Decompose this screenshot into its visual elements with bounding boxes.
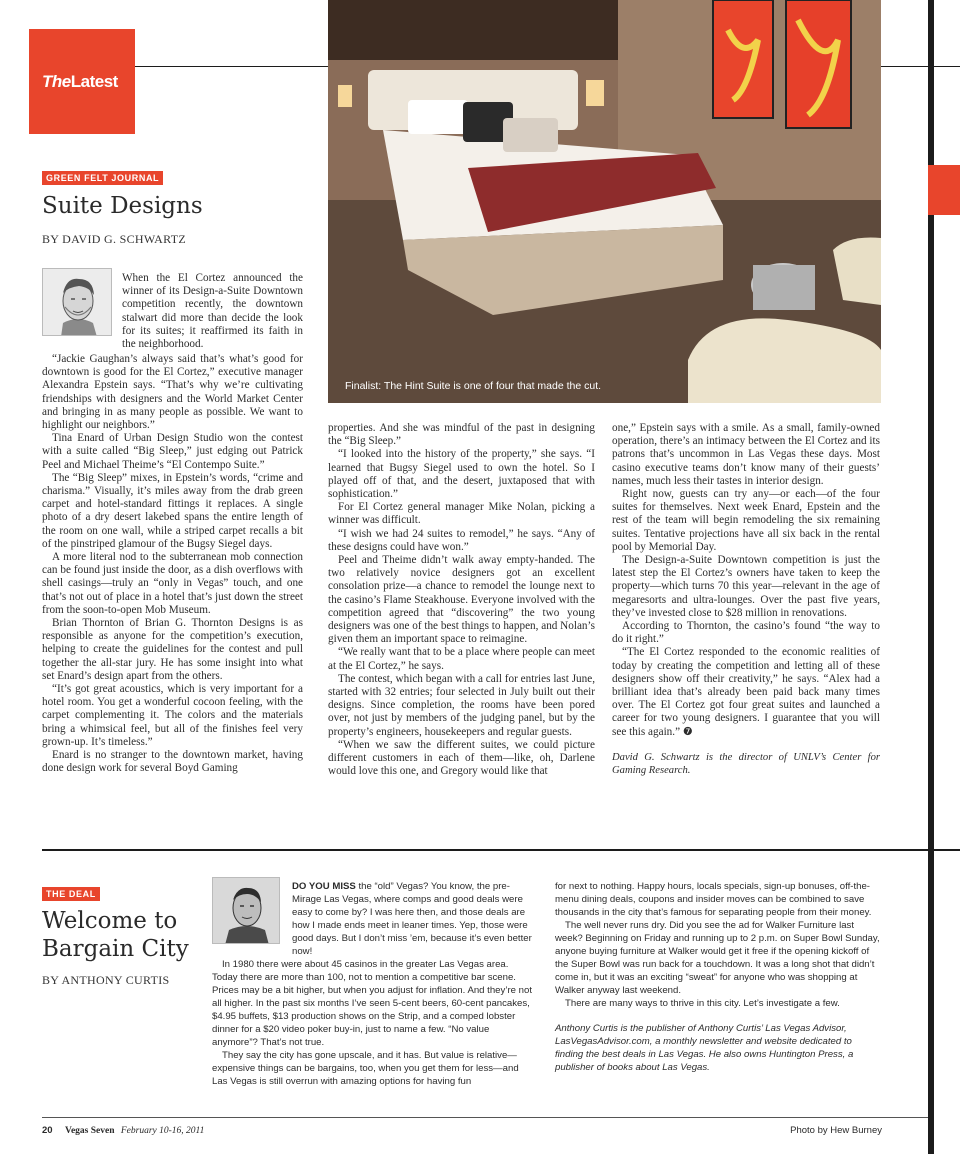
photo-caption: Finalist: The Hint Suite is one of four that made the cut. (345, 380, 602, 392)
paragraph: “Jackie Gaughan’s always said that’s what’s good for downtown is good for the El Cortez,” executive manager Alexandra Epstein says. “That’s why we’re cultivating friendships with designers and the World Market Center and bringing in as many people as possible. We want to highlight our neighbors.” (42, 353, 303, 432)
paragraph: The “Big Sleep” mixes, in Epstein’s words, “crime and charisma.” Visually, it’s miles away from the drab green carpet and hotel-standard fittings it replaces. A single photo of a dry desert lakebed spans the entire length of the room on one wall, while a striped carpet recalls a bit of the pinstriped glamour of the Bugsy Siegel days. (42, 471, 303, 550)
article1-title: Suite Designs (42, 193, 203, 219)
article1-kicker: GREEN FELT JOURNAL (42, 171, 163, 185)
article1-col3 (612, 422, 880, 777)
photo-credit: Photo by Hew Burney (790, 1125, 882, 1136)
article2-kicker: THE DEAL (42, 887, 100, 901)
paragraph: In 1980 there were about 45 casinos in the greater Las Vegas area. Today there are more than 100, not to mention a competitive bar scene. Prices may be a bit higher, but when you adjust for inflation. And they’re not all higher. In the past six months I’ve seen 5-cent beers, 60-cent pancakes, $4.95 buffets, $13 production shows on the Strip, and a comped lobster dinner for a $20 video poker buy-in, just to name a few. “No value anymore”? That’s not true. (212, 959, 532, 1048)
paragraph: Peel and Theime didn’t walk away empty-handed. The two relatively novice designers got an excellent consolation prize—a chance to remodel the lounge next to the casino’s Flame Steakhouse. Everyone involved with the competition agreed that “discovering” the two young designers was one of the best things to happen, and Nolan’s given them an important space to reimagine. (328, 554, 595, 646)
paragraph: for next to nothing. Happy hours, locals specials, sign-up bonuses, off-the-menu dining deals, coupons and insider moves can be combined to save thousands in the city that’s famous for separating people from their money. (555, 881, 872, 918)
footer (42, 1125, 204, 1136)
paragraph: “We really want that to be a place where people can meet at the El Cortez,” he says. (328, 646, 595, 672)
paragraph: one,” Epstein says with a smile. As a small, family-owned operation, there’s an intimacy between the El Cortez and its patrons that’s uncommon in Las Vegas these days. Most casino executive teams don’t know many of their guests’ names, much less their tastes in interior design. (612, 422, 880, 487)
paragraph: Brian Thornton of Brian G. Thornton Designs is as responsible as anyone for the competition’s execution, helping to create the guidelines for the contest and pull together the all-star jury. He has some insight into what set Enard’s design apart from the others. (42, 617, 303, 682)
paragraph: properties. And she was mindful of the past in designing the “Big Sleep.” (328, 422, 595, 448)
issue-date: February 10-16, 2011 (120, 1126, 205, 1136)
section-label: TheLatest (42, 72, 118, 91)
paragraph: The contest, which began with a call for entries last June, started with 32 entries; four selected in July built out their designs. Since completion, the rooms have been pored over, not just by members of the judging panel, but by the property’s engineers, housekeepers and regular guests. (328, 672, 595, 738)
paragraph: For El Cortez general manager Mike Nolan, picking a winner was difficult. (328, 501, 595, 527)
author-portrait-curtis (212, 877, 280, 944)
paragraph: “I looked into the history of the property,” she says. “I learned that Bugsy Siegel used to own the hotel. So I played off of that, and the desert, juxtaposed that with sophistication.” (328, 448, 595, 501)
article1-col1 (42, 353, 303, 776)
section-divider-right (934, 849, 960, 851)
paragraph: DO YOU MISS the “old” Vegas? You know, the pre-Mirage Las Vegas, where comps and good deals were easy to come by? I was here then, and those deals are how I made ends meet in leaner times. Yep, those were good days. But I don’t miss ’em, because it’s even better now! (292, 881, 532, 957)
author-bio: David G. Schwartz is the director of UNLV’s Center for Gaming Research. (612, 751, 880, 777)
hotel-suite-photo (328, 0, 881, 403)
paragraph: “It’s got great acoustics, which is very important for a hotel room. You get a wonderful cocoon feeling, with the carpet complementing it. The colors and the materials bring a whimsical feel, but all of the finishes feel very grown-up. It’s timeless.” (42, 683, 303, 748)
article1-byline: BY DAVID G. SCHWARTZ (42, 232, 186, 246)
author-portrait-schwartz (42, 268, 112, 336)
magazine-name: Vegas Seven (64, 1126, 115, 1136)
article2-byline: BY ANTHONY CURTIS (42, 973, 170, 987)
paragraph: “I wish we had 24 suites to remodel,” he says. “Any of these designs could have won.” (328, 527, 595, 553)
article2-title: Welcome to Bargain City (42, 908, 189, 962)
paragraph: They say the city has gone upscale, and it has. But value is relative—expensive things can be bargains, too, when you get them for less—and Las Vegas is still overrun with amazing options for having fun (212, 1050, 519, 1087)
paragraph: “When we saw the different suites, we could picture different customers in each of them—like, oh, Darlene would love this one, and Gregory would like that (328, 738, 595, 778)
lead-in: DO YOU MISS (292, 881, 356, 892)
paragraph: According to Thornton, the casino’s found “the way to do it right.” (612, 620, 880, 646)
footer-rule (42, 1117, 928, 1118)
paragraph: There are many ways to thrive in this city. Let’s investigate a few. (565, 998, 840, 1009)
section-divider (42, 849, 928, 851)
top-rule-right (934, 66, 960, 67)
article2-col1 (212, 880, 532, 1088)
paragraph: Tina Enard of Urban Design Studio won the contest with a suite called “Big Sleep,” just edging out Patrick Peel and Michael Theime’s “El Contempo Suite.” (42, 432, 303, 471)
paragraph: Enard is no stranger to the downtown market, having done design work for several Boyd Gaming (42, 749, 303, 775)
right-margin-red-tab (928, 165, 960, 215)
author-bio: Anthony Curtis is the publisher of Anthony Curtis’ Las Vegas Advisor, LasVegasAdvisor.com, a monthly newsletter and website dedicated to finding the best deals in Las Vegas. He also owns Huntington Press, a publisher of books about Las Vegas. (555, 1023, 854, 1073)
paragraph: When the El Cortez announced the winner of its Design-a-Suite Downtown competition recently, the downtown stalwart did more than decide the look for its suites; it reaffirmed its faith in the neighborhood. (122, 272, 303, 351)
paragraph: Right now, guests can try any—or each—of the four suites for themselves. Next week Enard, Epstein and the rest of the team will begin remodeling the six remaining suites. Tentative projections have all six back in the rental pool by Memorial Day. (612, 488, 880, 553)
paragraph: A more literal nod to the subterranean mob connection can be found just inside the door, as a dish overflows with shell casings—truly an “only in Vegas” touch, and one that’s not out of place in a hotel that’s just down the street from the soon-to-open Mob Museum. (42, 551, 303, 616)
section-label-box (29, 29, 135, 134)
paragraph: “The El Cortez responded to the economic realities of today by creating the competition and letting all of these designers show off their creativity,” he says. “Alex had a brilliant idea that’s already been paid back many times over. The El Cortez got four great suites and launched a career for two young designers. I guarantee that you will see this again.” ❼ (612, 646, 880, 738)
article1-col2 (328, 422, 595, 778)
page-number: 20 (42, 1125, 53, 1136)
article1-col1-top (122, 272, 303, 351)
paragraph: The Design-a-Suite Downtown competition is just the latest step the El Cortez’s owners have taken to keep the property—which turns 70 this year—relevant in the age of megaresorts and ultra-lounges. Over the past five years, they’ve invested close to $28 million in renovations. (612, 554, 880, 619)
paragraph: The well never runs dry. Did you see the ad for Walker Furniture last week? Beginning on Friday and running up to 2 p.m. on Super Bowl Sunday, anyone buying furniture at Walker would get it free if the opening kickoff of the Super Bowl was run back for a touchdown. It was a long shot that didn’t come in, but it was an exciting “sweat” for anyone who was shopping at Walker anyway last weekend. (555, 920, 880, 996)
article2-col2 (555, 880, 882, 1074)
